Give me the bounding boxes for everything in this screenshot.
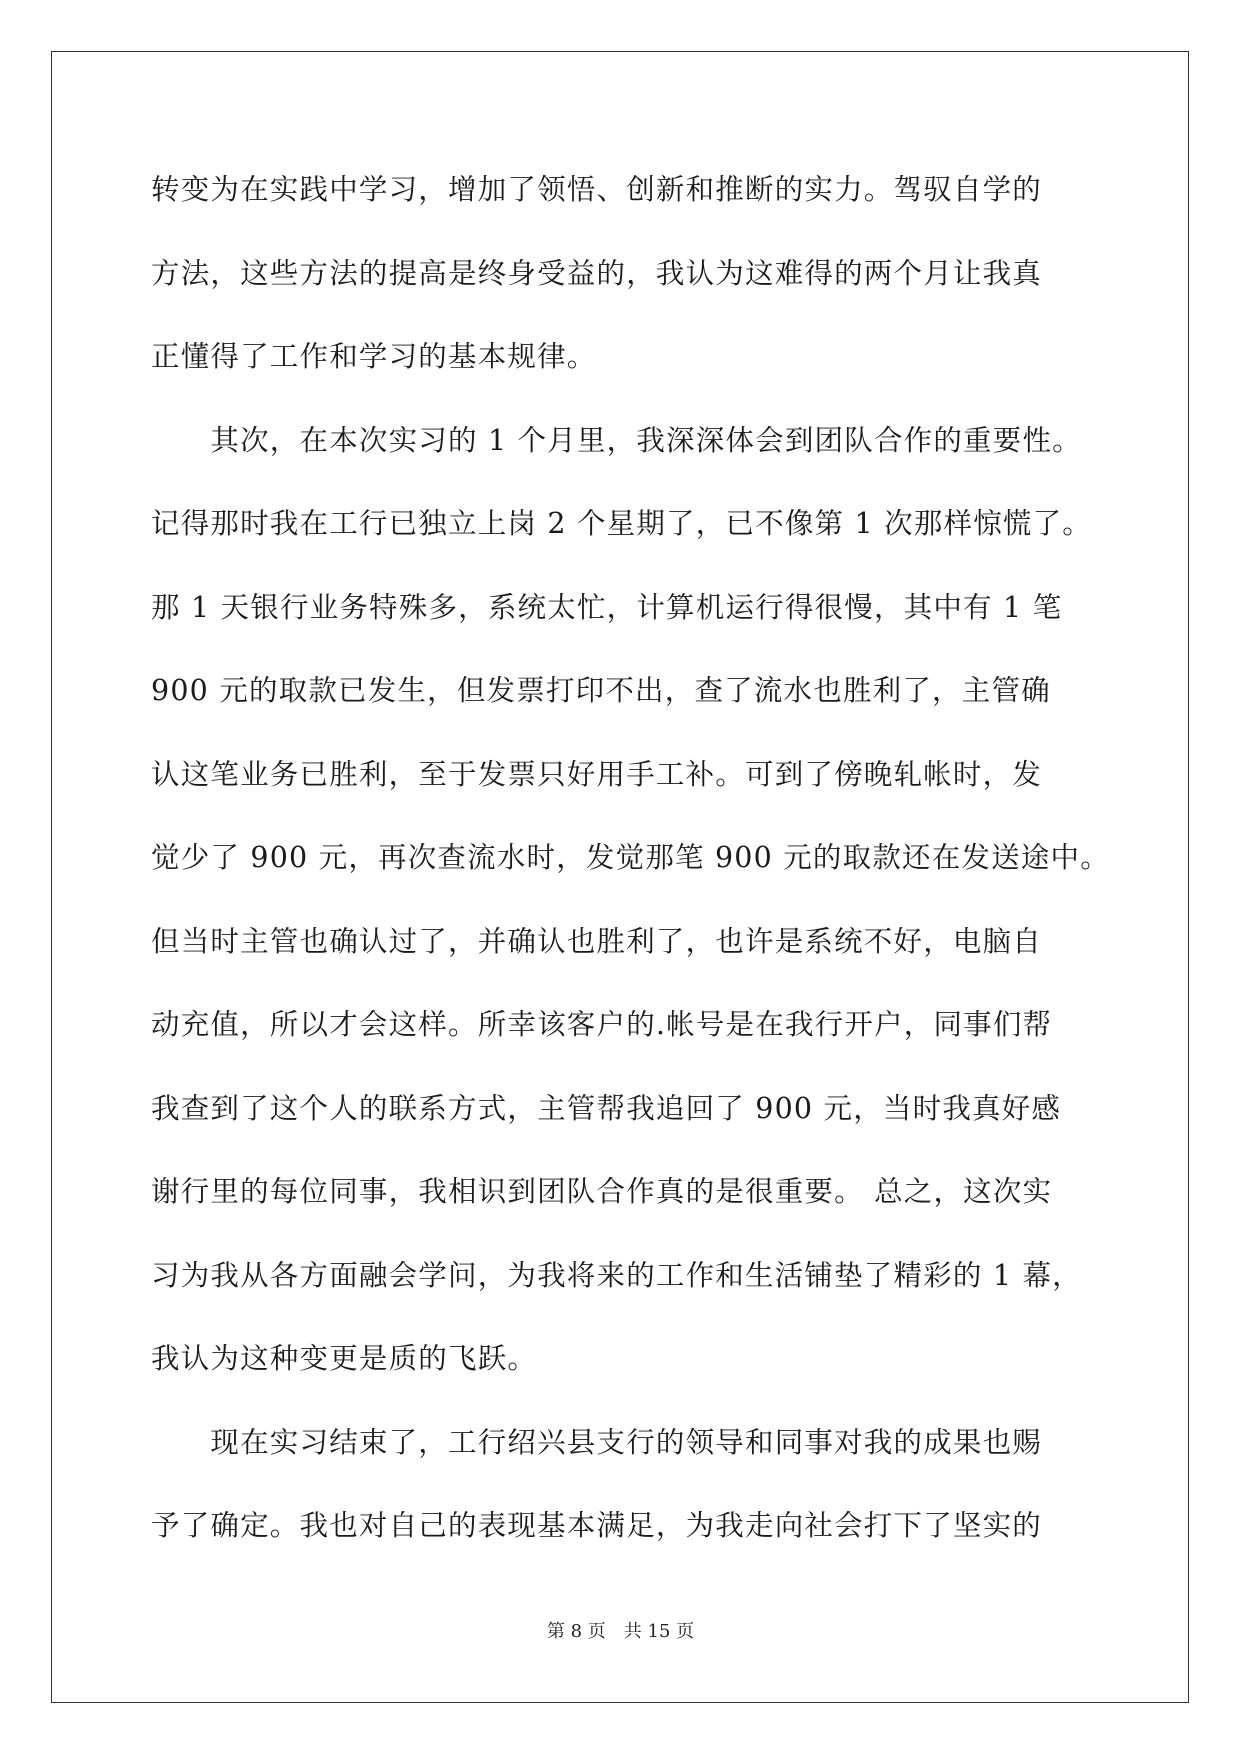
page-number: 第 8 页 xyxy=(546,1621,606,1642)
text-line: 方法，这些方法的提高是终身受益的，我认为这难得的两个月让我真 xyxy=(151,256,1043,290)
text-line: 记得那时我在工行已独立上岗 2 个星期了，已不像第 1 次那样惊慌了。 xyxy=(151,507,1093,540)
text-line: 动充值，所以才会这样。所幸该客户的.帐号是在我行开户，同事们帮 xyxy=(151,1008,1053,1041)
text-line: 正懂得了工作和学习的基本规律。 xyxy=(151,340,597,373)
text-line: 现在实习结束了，工行绍兴县支行的领导和同事对我的成果也赐 xyxy=(151,1425,1043,1459)
text-line: 习为我从各方面融会学问，为我将来的工作和生活铺垫了精彩的 1 幕， xyxy=(151,1258,1082,1292)
text-line: 觉少了 900 元，再次查流水时，发觉那笔 900 元的取款还在发送途中。 xyxy=(151,841,1110,874)
page-footer xyxy=(0,1617,1241,1643)
document-body xyxy=(151,158,1110,1578)
text-line: 认这笔业务已胜利，至于发票只好用手工补。可到了傍晚轧帐时，发 xyxy=(151,757,1043,791)
text-line: 但当时主管也确认过了，并确认也胜利了，也许是系统不好，电脑自 xyxy=(151,924,1043,958)
text-line: 其次，在本次实习的 1 个月里，我深深体会到团队合作的重要性。 xyxy=(151,423,1082,457)
text-line: 转变为在实践中学习，增加了领悟、创新和推断的实力。驾驭自学的 xyxy=(151,173,1043,206)
text-line: 我查到了这个人的联系方式，主管帮我追回了 900 元，当时我真好感 xyxy=(151,1091,1062,1125)
text-line: 予了确定。我也对自己的表现基本满足，为我走向社会打下了坚实的 xyxy=(151,1509,1043,1542)
text-line: 谢行里的每位同事，我相识到团队合作真的是很重要。 总之，这次实 xyxy=(151,1175,1053,1208)
text-line: 我认为这种变更是质的飞跃。 xyxy=(151,1342,538,1375)
text-line: 那 1 天银行业务特殊多，系统太忙，计算机运行得很慢，其中有 1 笔 xyxy=(151,590,1063,624)
total-pages: 共 15 页 xyxy=(623,1621,695,1642)
text-line: 900 元的取款已发生，但发票打印不出，查了流水也胜利了，主管确 xyxy=(151,674,1051,707)
